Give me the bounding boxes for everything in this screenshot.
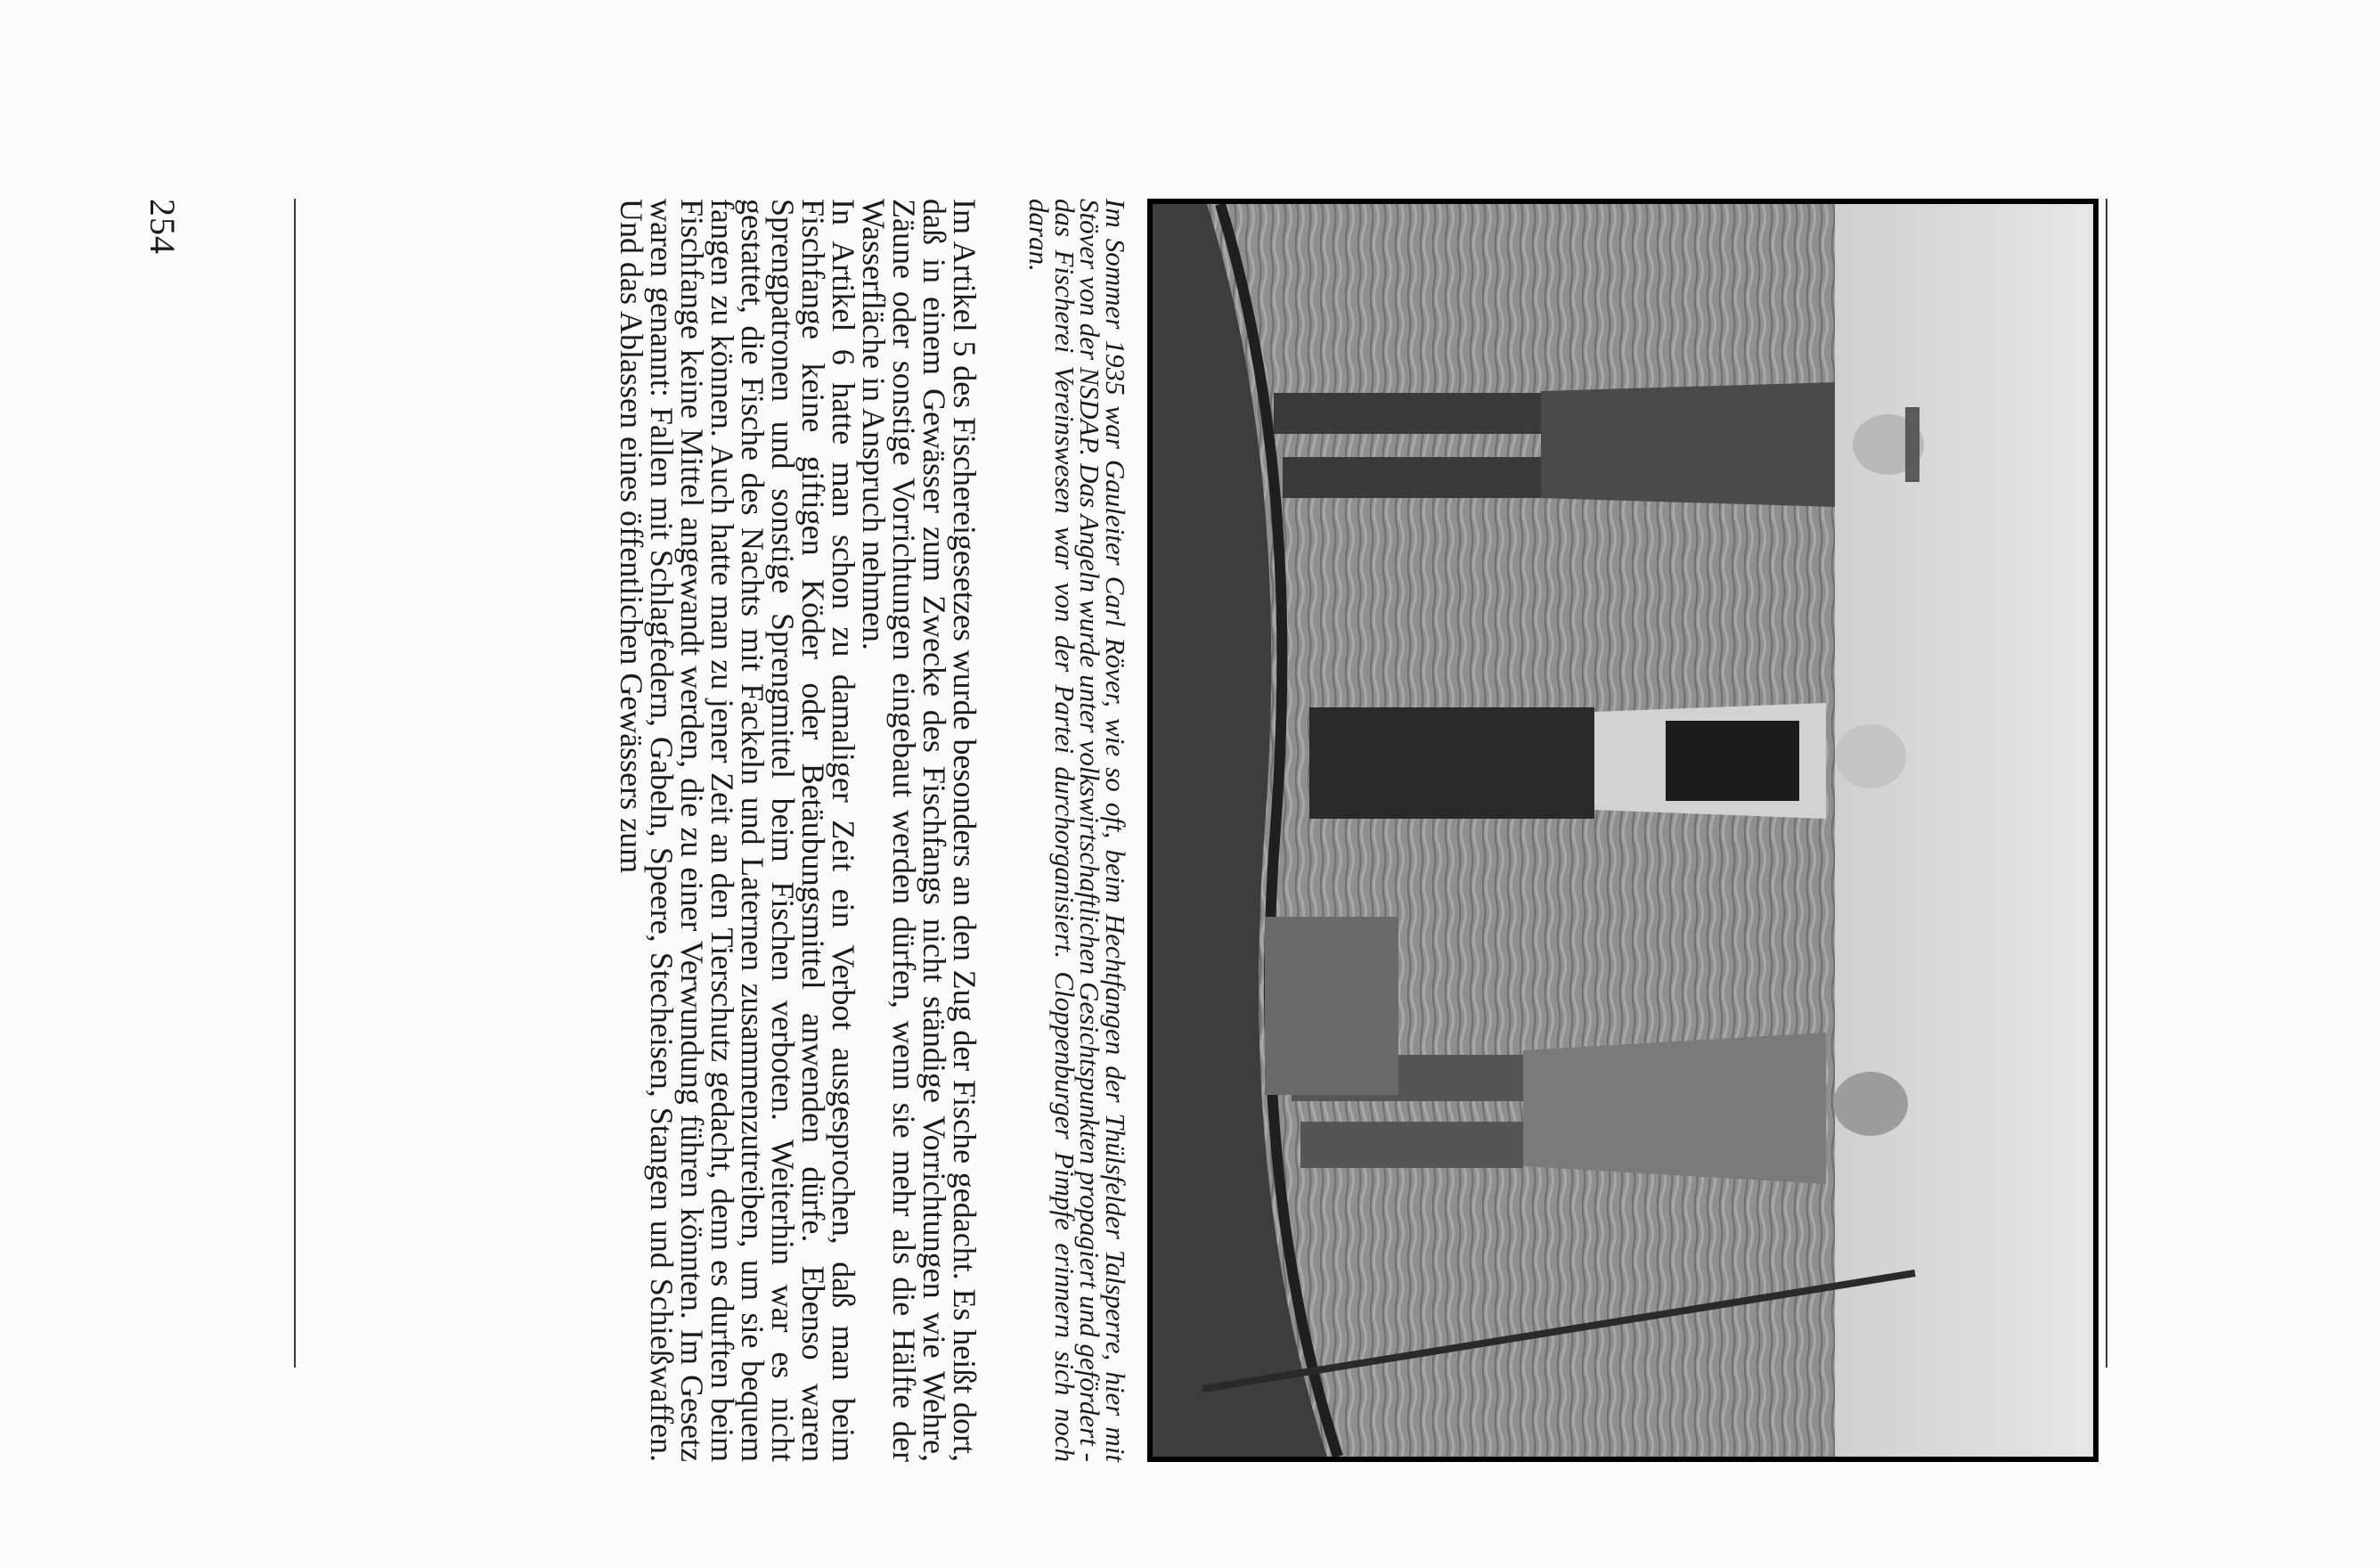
bottom-rule bbox=[294, 199, 296, 1368]
photo-illustration bbox=[1153, 204, 2093, 1457]
page-number: 254 bbox=[143, 199, 183, 255]
photograph-fishermen-in-boat bbox=[1147, 199, 2099, 1462]
body-text bbox=[616, 199, 980, 1462]
paragraph: Im Artikel 5 des Fischereigesetzes wurde besonders an den Zug der Fische gedacht. Es heißt dort, daß in einem Gewässer zum Zwecke des Fischfangs nicht ständige Vorrichtungen wie Wehre, Zäune oder sonstige Vorrichtungen eingebaut werden dürfen, wenn sie mehr als die Hälfte der Wasserfläche in Anspruch nehmen. bbox=[856, 199, 982, 1462]
photo-figure-middle bbox=[1309, 703, 1906, 819]
top-rule bbox=[2106, 199, 2107, 1368]
photo-crate bbox=[1265, 917, 1398, 1095]
paragraph: In Artikel 6 hatte man schon zu damaliger Zeit ein Verbot ausgesprochen, daß man beim Fischfange keine giftigen Köder oder Betäubungsmittel anwenden dürfe. Ebenso waren Sprengpatronen und sonstige Sprengmittel beim Fischen verboten. Weiterhin war es nicht gestattet, die Fische des Nachts mit Fackeln und Laternen zusammenzutreiben, um sie bequem fangen zu können. Auch hatte man zu jener Zeit an den Tierschutz gedacht, denn es durften beim Fischfange keine Mittel angewandt werden, die zu einer Verwundung führen könnten. Im Gesetz waren genannt: Fallen mit Schlagfedern, Gabeln, Speere, Stecheisen, Stangen und Schießwaffen. Und das Ablassen eines öffentlichen Gewässers zum bbox=[614, 199, 861, 1462]
photo-sky bbox=[1826, 204, 2093, 1457]
photo-caption: Im Sommer 1935 war Gauleiter Carl Röver, wie so oft, beim Hechtfangen der Thülsfelder Talsperre, hier mit Stöver von der NSDAP. Das Angeln wurde unter volkswirtschaftlichen Gesichtspunkten propagiert und gefördert - das Fischerei Vereinswesen war von der Partei durchorganisiert. Cloppenburger Pimpfe erinnern sich noch daran. bbox=[1023, 199, 1131, 1462]
